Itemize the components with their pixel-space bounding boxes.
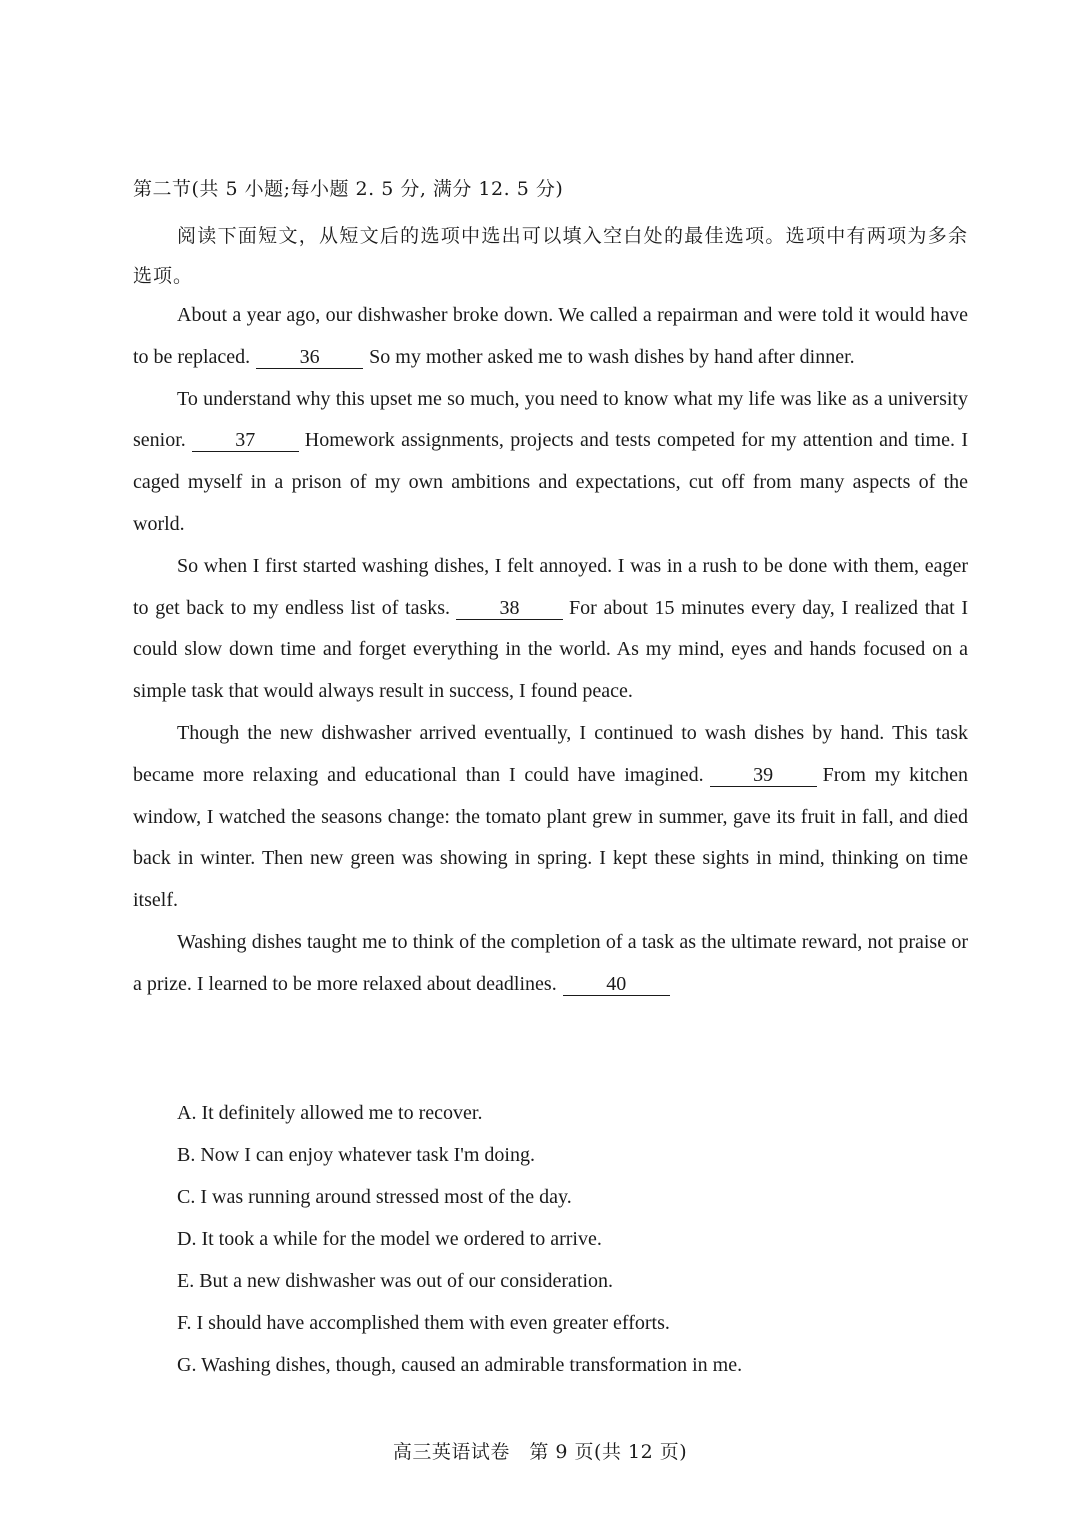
paragraph-text: Homework assignments, projects and tests competed for my attention and time. I caged myself in a prison of my own ambitions and expectations, cut off from many aspects of the world. [133, 429, 968, 535]
option-a: A. It definitely allowed me to recover. [177, 1102, 483, 1124]
paragraph-text: So my mother asked me to wash dishes by hand after dinner. [369, 345, 855, 368]
passage-paragraph-2 [133, 379, 968, 546]
paragraph-text: To understand why this upset me so much, you need to know what my life was like as a university senior. [133, 387, 968, 452]
paragraph-text: Washing dishes taught me to think of the completion of a task as the ultimate reward, not praise or a prize. I learned to be more relaxed about deadlines. [133, 930, 968, 995]
answer-options [177, 1092, 742, 1386]
section-instruction: 阅读下面短文，从短文后的选项中选出可以填入空白处的最佳选项。选项中有两项为多余选项。 [133, 225, 968, 287]
option-c: C. I was running around stressed most of the day. [177, 1186, 572, 1208]
blank-36: 36 [256, 346, 363, 369]
paragraph-text: For about 15 minutes every day, I realized that I could slow down time and forget everything in the world. As my mind, eyes and hands focused on a simple task that would always result in success, I found peace. [133, 596, 968, 703]
page-footer: 高三英语试卷 第 9 页(共 12 页) [392, 1441, 688, 1463]
section-title: 第二节(共 5 小题;每小题 2. 5 分, 满分 12. 5 分) [133, 178, 564, 200]
blank-40: 40 [563, 973, 670, 996]
blank-38: 38 [456, 597, 563, 620]
option-g: G. Washing dishes, though, caused an admirable transformation in me. [177, 1354, 743, 1376]
paragraph-text: So when I first started washing dishes, I felt annoyed. I was in a rush to be done with them, eager to get back to my endless list of tasks. [133, 554, 968, 619]
passage-paragraph-1 [133, 295, 968, 379]
paragraph-text: From my kitchen window, I watched the seasons change: the tomato plant grew in summer, gave its fruit in fall, and died back in winter. Then new green was showing in spring. I kept these sights in mind, thinking on time itself. [133, 763, 969, 912]
option-e: E. But a new dishwasher was out of our consideration. [177, 1270, 614, 1292]
passage-paragraph-5 [133, 922, 968, 1006]
passage-paragraph-3 [133, 546, 968, 713]
paragraph-text: About a year ago, our dishwasher broke down. We called a repairman and were told it would have to be replaced. [133, 304, 968, 368]
reading-passage [133, 295, 968, 1006]
passage-paragraph-4 [133, 713, 968, 922]
option-f: F. I should have accomplished them with even greater efforts. [177, 1312, 670, 1334]
option-d: D. It took a while for the model we ordered to arrive. [177, 1228, 602, 1250]
paragraph-text: Though the new dishwasher arrived eventually, I continued to wash dishes by hand. This task became more relaxing and educational than I could have imagined. [133, 721, 968, 786]
blank-37: 37 [192, 429, 299, 452]
option-b: B. Now I can enjoy whatever task I'm doing. [177, 1144, 535, 1166]
blank-39: 39 [710, 764, 817, 787]
